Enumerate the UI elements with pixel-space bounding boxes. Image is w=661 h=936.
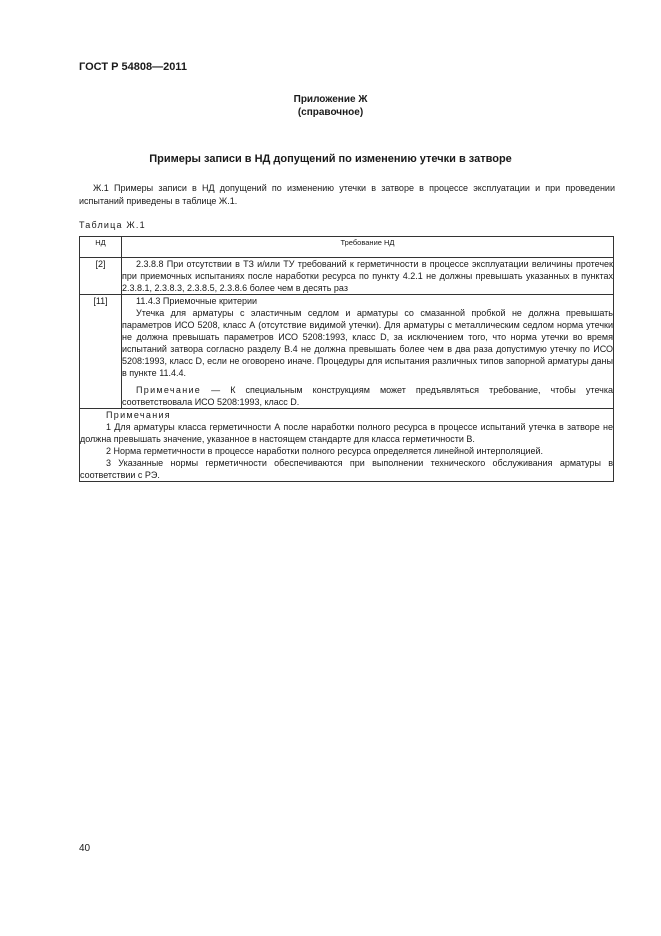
section-title: Примеры записи в НД допущений по изменению утечки в затворе	[149, 153, 512, 165]
appendix-heading	[0, 93, 661, 119]
notes-label: Примечания	[106, 410, 171, 420]
note-label: Примечание	[136, 385, 202, 395]
note-text: — К специальным конструкциям может предъявляться требование, чтобы утечка соответствовала ИСО 5208:1993, класс D.	[122, 385, 613, 407]
requirement-text: 2.3.8.8 При отсутствии в ТЗ и/или ТУ требований к герметичности в процессе эксплуатации величины протечек при приемочных испытаниях после наработки ресурса по пункту 4.2.1 не должны превышать указанных в пунктах 2.3.8.1, 2.3.8.3, 2.3.8.5, 2.3.8.6 более чем в десять раз	[122, 259, 613, 293]
intro-paragraph: Ж.1 Примеры записи в НД допущений по изменению утечки в затворе в процессе эксплуатации и при проведении испытаний приведены в таблице Ж.1.	[79, 183, 615, 206]
table-caption: Таблица Ж.1	[79, 220, 146, 230]
row-nd-cell: [2]	[80, 258, 122, 295]
table-header-row	[80, 237, 614, 258]
note-item: 2 Норма герметичности в процессе наработки полного ресурса определяется линейной интерполяцией.	[106, 446, 544, 456]
requirement-text: Утечка для арматуры с эластичным седлом и арматуры со смазанной пробкой не должна превышать параметров ИСО 5208, класс А (отсутствие видимой утечки). Для арматуры с металлическим седлом норма утечки не должна превышать параметров ИСО 5208:1993, класс D, за исключением того, что норма утечки во время испытаний затвора согласно разделу В.4 не должна превышать более чем в два раза допустимую утечку по ИСО 5208:1993, класс D, если не оговорено иначе. Процедуры для испытания различных типов запорной арматуры даны в пункте 11.4.4.	[122, 308, 613, 378]
col-header-nd: НД	[80, 237, 122, 258]
requirements-table	[79, 236, 614, 482]
page-number: 40	[79, 843, 91, 854]
note-item: 3 Указанные нормы герметичности обеспечиваются при выполнении технического обслуживания арматуры в соответствии с РЭ.	[80, 458, 613, 480]
table-notes-cell	[80, 409, 614, 482]
appendix-title: Приложение Ж	[293, 94, 368, 105]
appendix-subtitle: (справочное)	[297, 107, 364, 118]
col-header-requirement: Требование НД	[122, 237, 614, 258]
note-item: 1 Для арматуры класса герметичности А после наработки полного ресурса в процессе испытаний утечка в затворе не должна превышать значение, указанное в настоящем стандарте для класса герметичности В.	[80, 422, 613, 444]
table-row	[80, 295, 614, 409]
row-requirement-cell	[122, 258, 614, 295]
requirement-heading: 11.4.3 Приемочные критерии	[136, 296, 258, 306]
requirement-note	[122, 384, 613, 408]
row-nd-cell: [11]	[80, 295, 122, 409]
table-row	[80, 258, 614, 295]
standard-code: ГОСТ Р 54808—2011	[79, 61, 187, 73]
table-notes-row	[80, 409, 614, 482]
row-requirement-cell	[122, 295, 614, 409]
